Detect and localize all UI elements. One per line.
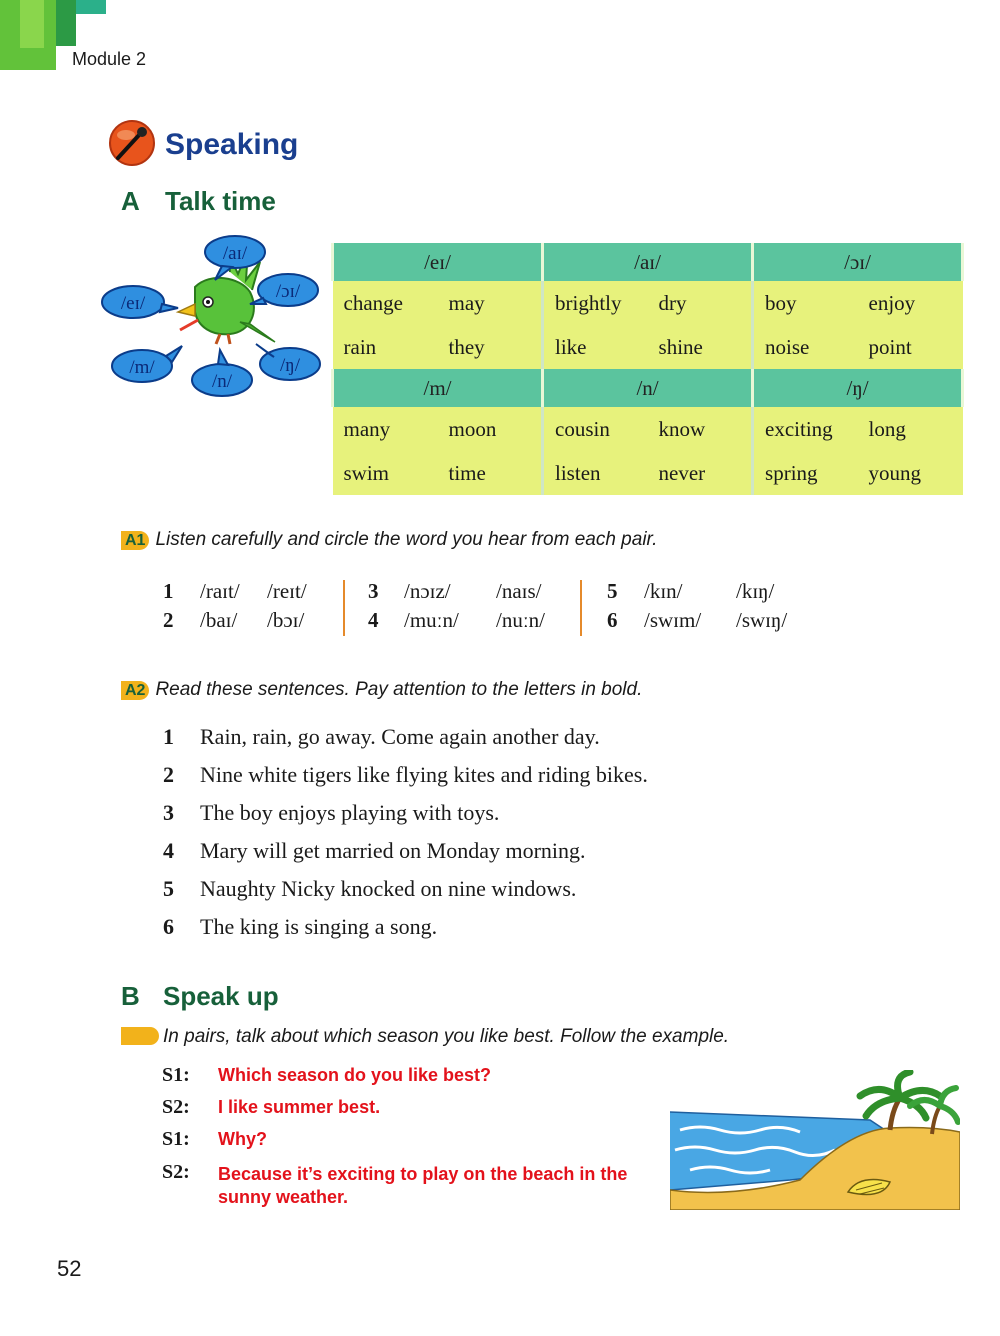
a2-tag: A2 <box>121 681 149 700</box>
bubble-n <box>192 350 252 396</box>
sentence-text: Naughty Nicky knocked on nine windows. <box>200 876 577 901</box>
sentence-text: Nine white tigers like flying kites and riding bikes. <box>200 762 648 787</box>
pair-number: 3 <box>368 579 379 603</box>
table-row <box>333 451 963 495</box>
table-cell: young <box>858 451 963 495</box>
a1-tag: A1 <box>121 531 149 550</box>
a2-instruction: Read these sentences. Pay attention to the letters in bold. <box>155 679 643 700</box>
dialog-speaker: S2: <box>162 1161 190 1183</box>
sentence-number: 6 <box>163 914 174 939</box>
table-cell: change <box>333 281 438 325</box>
table-row <box>333 407 963 451</box>
parrot-illustration <box>100 232 325 402</box>
sentence-text: The boy enjoys playing with toys. <box>200 800 500 825</box>
table-cell: shine <box>648 325 753 369</box>
beach-illustration <box>670 1070 960 1210</box>
table-header: /ŋ/ <box>753 369 963 407</box>
table-cell: many <box>333 407 438 451</box>
section-a-letter: A <box>121 186 140 216</box>
bubble-oi-text: /ɔɪ/ <box>275 281 301 302</box>
divider <box>580 580 582 636</box>
a1-pair-5 <box>607 579 775 604</box>
table-cell: time <box>438 451 543 495</box>
dialog-speaker: S2: <box>162 1096 190 1118</box>
section-b-title: Speak up <box>163 981 279 1011</box>
a1-pair-2 <box>163 608 305 633</box>
bubble-m-text: /m/ <box>129 357 155 378</box>
bubble-ng <box>256 344 320 380</box>
dialog-speaker: S1: <box>162 1064 190 1086</box>
a2-sentence <box>163 876 577 902</box>
a1-pair-1 <box>163 579 307 604</box>
pair-number: 6 <box>607 608 618 632</box>
sentence-number: 3 <box>163 800 174 825</box>
table-cell: they <box>438 325 543 369</box>
table-cell: moon <box>438 407 543 451</box>
bubble-ei-text: /eɪ/ <box>120 293 146 314</box>
pair-number: 1 <box>163 579 174 603</box>
a1-pair-6 <box>607 608 788 633</box>
table-row <box>333 281 963 325</box>
a2-sentence <box>163 800 500 826</box>
table-cell: cousin <box>543 407 648 451</box>
pair-option: /swɪŋ/ <box>736 608 788 632</box>
section-b-tag <box>121 1027 159 1045</box>
table-header: /ɔɪ/ <box>753 243 963 281</box>
sentence-number: 4 <box>163 838 174 863</box>
table-header-row <box>333 243 963 281</box>
table-cell: spring <box>753 451 858 495</box>
table-cell: rain <box>333 325 438 369</box>
pair-option: /baɪ/ <box>200 608 238 632</box>
pair-option: /bɔɪ/ <box>267 608 305 632</box>
table-header-row <box>333 369 963 407</box>
table-header: /eɪ/ <box>333 243 543 281</box>
table-cell: boy <box>753 281 858 325</box>
phonetics-table <box>331 243 964 495</box>
table-cell: never <box>648 451 753 495</box>
pair-option: /muːn/ <box>404 608 459 632</box>
divider <box>343 580 345 636</box>
pair-option: /naɪs/ <box>496 579 542 603</box>
table-cell: brightly <box>543 281 648 325</box>
pair-number: 2 <box>163 608 174 632</box>
bubble-ei <box>102 286 178 318</box>
sentence-text: Rain, rain, go away. Come again another day. <box>200 724 600 749</box>
sentence-number: 2 <box>163 762 174 787</box>
sentence-number: 5 <box>163 876 174 901</box>
table-cell: know <box>648 407 753 451</box>
bubble-ai-text: /aɪ/ <box>222 243 248 264</box>
page-number: 52 <box>57 1256 82 1281</box>
dialog-line: Because it’s exciting to play on the beach in the sunny weather. <box>218 1164 628 1207</box>
table-cell: enjoy <box>858 281 963 325</box>
table-cell: long <box>858 407 963 451</box>
table-cell: dry <box>648 281 753 325</box>
pair-option: /kɪŋ/ <box>736 579 775 603</box>
sentence-text: Mary will get married on Monday morning. <box>200 838 586 863</box>
dialog-line: Which season do you like best? <box>218 1065 492 1085</box>
pair-option: /swɪm/ <box>644 608 702 632</box>
section-b-instruction: In pairs, talk about which season you like best. Follow the example. <box>163 1026 730 1047</box>
pair-option: /kɪn/ <box>644 579 683 603</box>
a2-sentence <box>163 762 648 788</box>
table-cell: exciting <box>753 407 858 451</box>
pair-number: 4 <box>368 608 379 632</box>
a1-header <box>121 529 657 551</box>
table-header: /m/ <box>333 369 543 407</box>
section-a-title: Talk time <box>165 186 276 216</box>
a2-header <box>121 679 642 701</box>
table-cell: point <box>858 325 963 369</box>
dialog-line: Why? <box>218 1129 267 1149</box>
speaking-title: Speaking <box>165 128 299 161</box>
a1-pair-3 <box>368 579 542 604</box>
a1-pair-4 <box>368 608 546 633</box>
table-cell: listen <box>543 451 648 495</box>
dialog-speaker: S1: <box>162 1128 190 1150</box>
section-b-letter: B <box>121 981 140 1011</box>
table-header: /aɪ/ <box>543 243 753 281</box>
pair-number: 5 <box>607 579 618 603</box>
module-label: Module 2 <box>72 49 147 69</box>
table-cell: may <box>438 281 543 325</box>
bubble-ng-text: /ŋ/ <box>280 355 300 376</box>
a2-sentence <box>163 724 600 750</box>
table-cell: noise <box>753 325 858 369</box>
pair-option: /nuːn/ <box>496 608 546 632</box>
dialog-line: I like summer best. <box>218 1097 381 1117</box>
microphone-icon <box>104 118 160 168</box>
pair-option: /raɪt/ <box>200 579 240 603</box>
table-row <box>333 325 963 369</box>
a2-sentence <box>163 914 438 940</box>
sentence-number: 1 <box>163 724 174 749</box>
a1-instruction: Listen carefully and circle the word you hear from each pair. <box>155 529 658 550</box>
table-header: /n/ <box>543 369 753 407</box>
a2-sentence <box>163 838 586 864</box>
pair-option: /nɔɪz/ <box>404 579 451 603</box>
bubble-n-text: /n/ <box>211 371 233 392</box>
bubble-m <box>112 346 182 382</box>
pair-option: /reɪt/ <box>267 579 307 603</box>
table-cell: swim <box>333 451 438 495</box>
table-cell: like <box>543 325 648 369</box>
sentence-text: The king is singing a song. <box>200 914 438 939</box>
bubble-oi <box>250 274 318 306</box>
